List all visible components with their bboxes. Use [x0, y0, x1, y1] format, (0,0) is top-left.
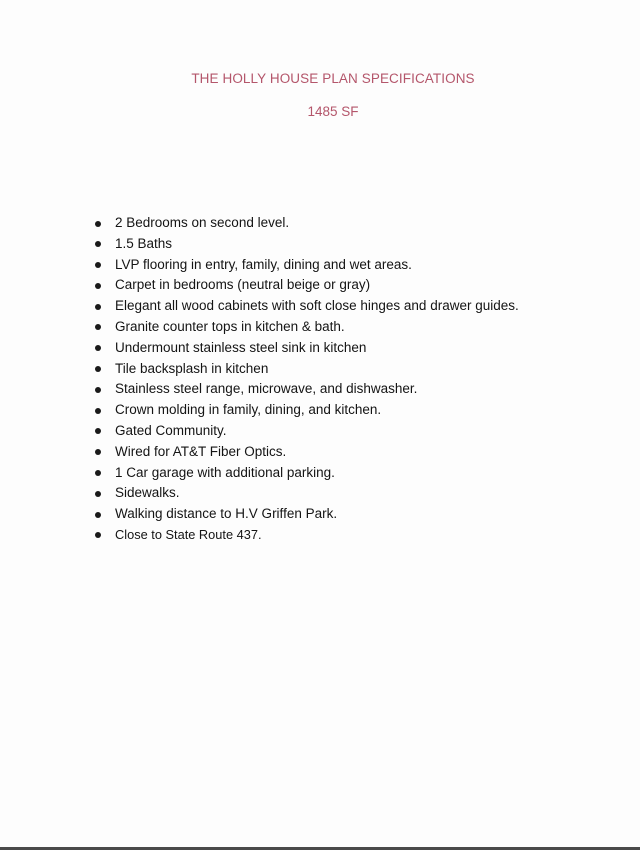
- specification-text: Granite counter tops in kitchen & bath.: [115, 318, 345, 334]
- bullet-icon: [95, 470, 101, 476]
- list-item: [0, 213, 640, 234]
- specification-text: 1.5 Baths: [115, 235, 173, 251]
- list-item: [0, 525, 640, 546]
- specification-text: 1 Car garage with additional parking.: [115, 464, 335, 480]
- specification-text: Carpet in bedrooms (neutral beige or gray): [115, 277, 371, 293]
- list-item: [0, 504, 640, 525]
- list-item: [0, 255, 640, 276]
- specification-list: [0, 213, 640, 546]
- bullet-icon: [95, 283, 101, 289]
- list-item: [0, 400, 640, 421]
- bullet-icon: [95, 324, 101, 330]
- list-item: [0, 317, 640, 338]
- bullet-icon: [95, 262, 101, 268]
- specification-text: Undermount stainless steel sink in kitchen: [115, 339, 367, 355]
- specification-text: Wired for AT&T Fiber Optics.: [115, 443, 287, 459]
- bullet-icon: [95, 387, 101, 393]
- bullet-icon: [95, 304, 101, 310]
- bullet-icon: [95, 241, 101, 247]
- list-item: [0, 338, 640, 359]
- specification-text: Crown molding in family, dining, and kitchen.: [115, 402, 382, 418]
- document-title: THE HOLLY HOUSE PLAN SPECIFICATIONS: [191, 71, 475, 86]
- specification-text: Elegant all wood cabinets with soft close hinges and drawer guides.: [115, 298, 519, 314]
- specification-text: Tile backsplash in kitchen: [115, 360, 269, 376]
- bullet-icon: [95, 512, 101, 518]
- list-item: [0, 379, 640, 400]
- list-item: [0, 275, 640, 296]
- list-item: [0, 463, 640, 484]
- bullet-icon: [95, 491, 101, 497]
- bullet-icon: [95, 428, 101, 434]
- list-item: [0, 442, 640, 463]
- bullet-icon: [95, 345, 101, 351]
- specification-text: LVP flooring in entry, family, dining and wet areas.: [115, 256, 412, 272]
- list-item: [0, 483, 640, 504]
- list-item: [0, 296, 640, 317]
- specification-text: Gated Community.: [115, 422, 227, 438]
- bullet-icon: [95, 366, 101, 372]
- bullet-icon: [95, 221, 101, 227]
- square-footage: 1485 SF: [307, 104, 359, 119]
- specification-text: Close to State Route 437.: [115, 526, 262, 542]
- specification-text: Walking distance to H.V Griffen Park.: [115, 506, 338, 522]
- specification-text: Sidewalks.: [115, 485, 180, 501]
- list-item: [0, 421, 640, 442]
- specification-text: Stainless steel range, microwave, and dishwasher.: [115, 381, 418, 397]
- list-item: [0, 234, 640, 255]
- bullet-icon: [95, 532, 101, 538]
- bullet-icon: [95, 449, 101, 455]
- list-item: [0, 359, 640, 380]
- specification-text: 2 Bedrooms on second level.: [115, 215, 290, 230]
- bullet-icon: [95, 408, 101, 414]
